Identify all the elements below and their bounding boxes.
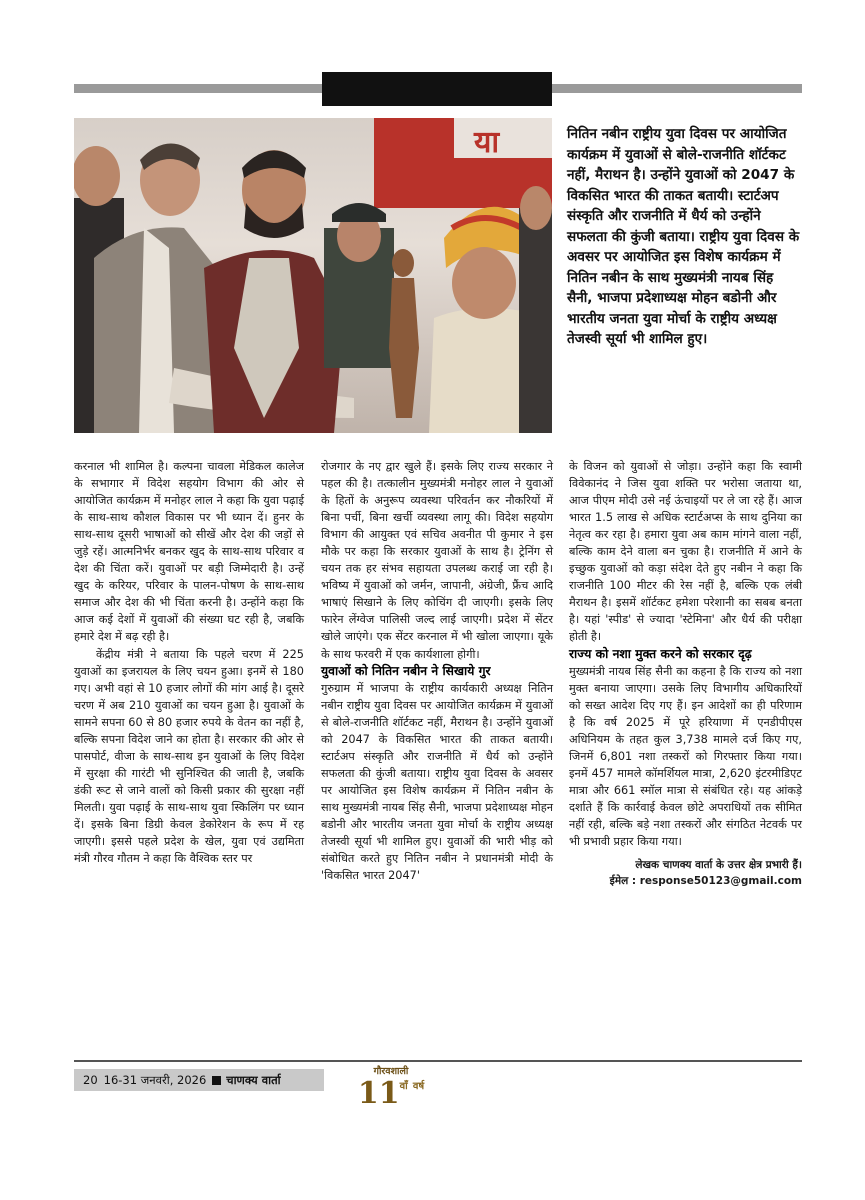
page-footer: [74, 1069, 324, 1091]
author-email: ईमेल : response50123@gmail.com: [609, 875, 802, 888]
col1-paragraph-1: करनाल भी शामिल है। कल्पना चावला मेडिकल कालेज के सभागार में विदेश सहयोग विभाग की ओर से आयोजित कार्यक्रम में मनोहर लाल ने कहा कि युवा पढ़ाई के साथ-साथ कौशल विकास पर भी ध्यान दें। हुनर के साथ-साथ दूसरी भाषाओं को सीखें और देश की जड़ों से जुड़े रहें। आत्मनिर्भर बनकर खुद के साथ-साथ परिवार व देश की चिंता करें। युवाओं पर बड़ी जिम्मेदारी है। उन्हें खुद के करियर, परिवार के पालन-पोषण के साथ-साथ समाज और देश की भी चिंता करनी है। उन्होंने कहा कि आज कई देशों में युवाओं की संख्या घट रही है, जबकि हमारे देश में बढ़ रही है।: [74, 460, 304, 644]
banner-text: या: [474, 125, 500, 160]
col2-paragraph-1: रोजगार के नए द्वार खुले हैं। इसके लिए राज्य सरकार ने पहल की है। तत्कालीन मुख्यमंत्री मनोहर लाल ने युवाओं के हितों के अनुरूप व्यवस्था परिवर्तन कर नौकरियों में बिना पर्ची, बिना खर्ची व्यवस्था लागू की। विदेश सहयोग विभाग की आयुक्त एवं सचिव अवनीत पी कुमार ने इस मौके पर कहा कि सरकार युवाओं के साथ है। ट्रेनिंग से चयन तक हर संभव सहायता उपलब्ध कराई जा रही है। भविष्य में युवाओं को जर्मन, जापानी, अंग्रेजी, फ्रैंच आदि भाषाएं सिखाने के लिए कोचिंग दी जाएगी। इसके लिए फारेन लेंग्वेज पालिसी जल्द लाई जाएगी। प्रदेश में सेंटर खोले जाएंगे। एक सेंटर करनाल में भी खोला जाएगा। यूके के साथ फरवरी में एक कार्यशाला होगी।: [321, 460, 553, 661]
col3-subheading: राज्य को नशा मुक्त करने को सरकार दृढ़: [569, 646, 752, 661]
col3-paragraph-2: मुख्यमंत्री नायब सिंह सैनी का कहना है कि राज्य को नशा मुक्त बनाया जाएगा। उसके लिए विभागीय अधिकारियों को सख्त आदेश दिए गए हैं। इन आदेशों का ही परिणाम है कि वर्ष 2025 में पूरे हरियाणा में एनडीपीएस अधिनियम के तहत कुल 3,738 मामले दर्ज किए गए, जिनमें 6,801 नशा तस्करों को गिरफ्तार किया गया। इनमें 457 मामले कॉमर्शियल मात्रा, 2,620 इंटरमीडिएट मात्रा और 661 स्मॉल मात्रा से संबंधित रहे। यह आंकड़े दर्शाते हैं कि कार्रवाई केवल छोटे अपराधियों तक सीमित नहीं रही, बल्कि बड़े नशा तस्करों और संगठित नेटवर्क पर भी प्रभावी प्रहार किया गया।: [569, 664, 802, 849]
emblem-number: 11: [357, 1076, 400, 1111]
col2-paragraph-2: गुरुग्राम में भाजपा के राष्ट्रीय कार्यकारी अध्यक्ष नितिन नबीन राष्ट्रीय युवा दिवस पर आयोजित कार्यक्रम में युवाओं से बोले-राजनीति शॉर्टकट नहीं, मैराथन है। उन्होंने युवाओं को 2047 के विकसित भारत की ताकत बतायी। स्टार्टअप संस्कृति और राजनीति में धैर्य को उन्होंने सफलता की कुंजी बताया। राष्ट्रीय युवा दिवस के अवसर पर आयोजित इस विशेष कार्यक्रम में नितिन नबीन के साथ मुख्यमंत्री नायब सिंह सैनी, भाजपा प्रदेशाध्यक्ष मोहन बडोनी और भारतीय जनता युवा मोर्चा के राष्ट्रीय अध्यक्ष तेजस्वी सूर्या भी शामिल हुए। युवाओं की भारी भीड़ को संबोधित करते हुए नितिन नबीन ने प्रधानमंत्री मोदी के 'विकसित भारत 2047': [321, 681, 553, 883]
event-photo: [74, 118, 552, 433]
col3-paragraph-1: के विजन को युवाओं से जोड़ा। उन्होंने कहा कि स्वामी विवेकानंद ने जिस युवा शक्ति पर भरोसा जताया था, आज पीएम मोदी उसे नई ऊंचाइयों पर ले जा रहे हैं। आज भारत 1.5 लाख से अधिक स्टार्टअप्स के साथ दुनिया का नेतृत्व कर रहा है। हमारा युवा अब काम मांगने वाला नहीं, बल्कि काम देने वाला बन चुका है। राजनीति में आने के इच्छुक युवाओं को कड़ा संदेश देते हुए नबीन ने कहा कि राजनीति 100 मीटर की रेस नहीं है, बल्कि एक लंबी मैराथन है। इसमें शॉर्टकट हमेशा परेशानी का सबब बनता है। यहां 'स्पीड' से ज्यादा 'स्टेमिना' और धैर्य की परीक्षा होती है।: [569, 460, 802, 644]
article-column-1: [74, 458, 304, 867]
article-column-3: [569, 458, 802, 889]
author-note: लेखक चाणक्य वार्ता के उत्तर क्षेत्र प्रभारी हैं।: [635, 859, 802, 872]
article-column-2: [321, 458, 553, 884]
emblem-suffix: वाँ: [399, 1081, 408, 1092]
anniversary-emblem: [336, 1066, 446, 1126]
square-bullet-icon: [212, 1076, 221, 1085]
page-number: 20: [83, 1073, 98, 1087]
top-header-block: [322, 72, 552, 106]
headline-caption: नितिन नबीन राष्ट्रीय युवा दिवस पर आयोजित कार्यक्रम में युवाओं से बोले-राजनीति शॉर्टकट नहीं, मैराथन है। उन्होंने युवाओं को 2047 के विकसित भारत की ताकत बतायी। स्टार्टअप संस्कृति और राजनीति में धैर्य को उन्होंने सफलता की कुंजी बताया। राष्ट्रीय युवा दिवस के अवसर पर आयोजित इस विशेष कार्यक्रम में नितिन नबीन के साथ मुख्यमंत्री नायब सिंह सैनी, भाजपा प्रदेशाध्यक्ष मोहन बडोनी और भारतीय जनता युवा मोर्चा के राष्ट्रीय अध्यक्ष तेजस्वी सूर्या भी शामिल हुए।: [567, 126, 800, 347]
footer-rule: [74, 1060, 802, 1062]
col2-subheading: युवाओं को नितिन नबीन ने सिखाये गुर: [321, 663, 491, 678]
col1-paragraph-2: केंद्रीय मंत्री ने बताया कि पहले चरण में 225 युवाओं का इजरायल के लिए चयन हुआ। इनमें से 180 गए। अभी वहां से 10 हजार लोगों की मांग आई है। दूसरे चरण में अब 210 युवाओं का चयन हुआ है। युवाओं के सामने सपना 60 से 80 हजार रुपये के वेतन का नहीं है, बल्कि सपना विदेश जाने का होता है। सरकार की ओर से पासपोर्ट, वीजा के साथ-साथ इन युवाओं के लिए विदेश में सुरक्षा की गारंटी भी सुनिश्चित की जाती है, जबकि डंकी रूट से जाने वालों को किसी प्रकार की सुरक्षा नहीं मिलती। युवा पढ़ाई के साथ-साथ युवा स्किलिंग पर ध्यान दें। इसके बिना डिग्री केवल डेकोरेशन के रूप में रह जाएगी। इससे पहले प्रदेश के खेल, युवा एवं उद्यमिता मंत्री गौरव गौतम ने कहा कि वैश्विक स्तर पर: [74, 647, 304, 866]
emblem-year-word: वर्ष: [412, 1081, 425, 1092]
issue-date: 16-31 जनवरी, 2026: [103, 1073, 207, 1087]
magazine-name: चाणक्य वार्ता: [226, 1073, 281, 1087]
emblem-line1: गौरवशाली: [373, 1066, 409, 1077]
